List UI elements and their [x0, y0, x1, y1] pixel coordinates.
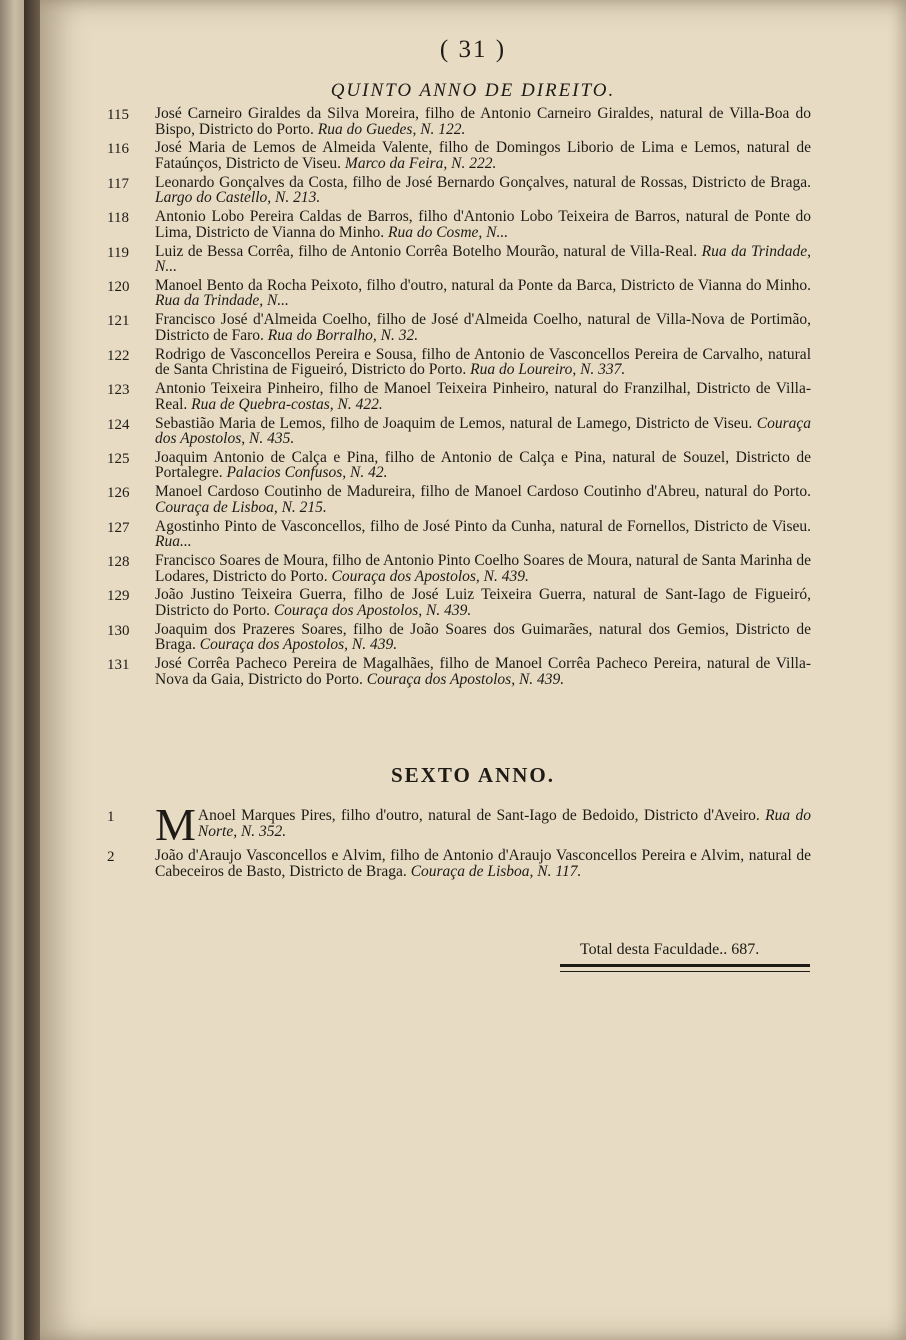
- list-item: [107, 105, 812, 140]
- entry-address: Rua de Quebra-costas, N. 422.: [191, 395, 383, 413]
- entry-text: [155, 799, 812, 850]
- entry-description: Antonio Teixeira Pinheiro, filho de Manoel Teixeira Pinheiro, natural do Franzilhal, Districto de Villa-Real.: [155, 380, 811, 413]
- entry-description: José Corrêa Pacheco Pereira de Magalhães, filho de Manoel Corrêa Pacheco Pereira, natural de Villa-Nova da Gaia, Districto do Porto.: [155, 655, 811, 688]
- student-list: [107, 105, 812, 691]
- entry-text: [155, 278, 811, 309]
- drop-cap: M: [155, 799, 196, 850]
- entry-text: [155, 416, 811, 447]
- entry-text: [155, 347, 811, 378]
- book-gutter: [24, 0, 40, 1340]
- list-item: [107, 414, 812, 450]
- entry-text: [155, 106, 811, 137]
- entry-description: Joaquim Antonio de Calça e Pina, filho de Antonio de Calça e Pina, natural de Souzel, Districto de Portalegre.: [155, 448, 811, 482]
- entry-text: [155, 381, 811, 412]
- entry-number: 124: [107, 416, 130, 433]
- list-item: [107, 552, 812, 587]
- entry-address: Couraça dos Apostolos, N. 439.: [199, 636, 398, 654]
- entry-description: Manoel Cardoso Coutinho de Madureira, filho de Manoel Cardoso Coutinho d'Abreu, natural do Porto.: [155, 483, 811, 501]
- entry-description: José Maria de Lemos de Almeida Valente, filho de Domingos Liborio de Lima e Lemos, natural de Fataúnços, Districto de Viseu.: [155, 139, 811, 172]
- entry-number: 126: [107, 485, 130, 502]
- entry-number: 2: [107, 849, 115, 865]
- entry-text: [155, 622, 811, 653]
- entry-number: 118: [107, 210, 129, 227]
- list-item: [107, 448, 812, 484]
- entry-text: [155, 848, 811, 879]
- list-item: [107, 620, 812, 656]
- entry-description: Antonio Lobo Pereira Caldas de Barros, filho d'Antonio Lobo Teixeira de Barros, natural de Ponte do Lima, Districto de Vianna do Minho.: [155, 208, 811, 241]
- list-item: [107, 847, 812, 888]
- entry-number: 131: [107, 657, 130, 674]
- entry-address: Rua do Loureiro, N. 337.: [470, 361, 626, 379]
- entry-text: [155, 519, 811, 550]
- entry-text: [155, 312, 811, 343]
- list-item: [107, 311, 812, 346]
- list-item: [107, 483, 812, 518]
- entry-address: Couraça dos Apostolos, N. 435.: [155, 414, 811, 448]
- facing-page-edge: [0, 0, 24, 1340]
- entry-number: 129: [107, 588, 130, 605]
- page-number: ( 31 ): [439, 36, 507, 63]
- entry-description: Francisco Soares de Moura, filho de Antonio Pinto Coelho Soares de Moura, natural de Santa Marinha de Lodares, Districto do Porto.: [155, 552, 811, 585]
- entry-text: [155, 244, 811, 275]
- entry-number: 119: [107, 244, 129, 261]
- entry-address: Couraça dos Apostolos, N. 439.: [331, 567, 529, 585]
- sexto-anno-heading: SEXTO ANNO.: [391, 763, 555, 787]
- list-item: [107, 380, 812, 415]
- entry-description: Rodrigo de Vasconcellos Pereira e Sousa, filho de Antonio de Vasconcellos Pereira de Carvalho, natural de Santa Christina de Figueiró, Districto do Porto.: [155, 345, 811, 379]
- entry-number: 130: [107, 622, 130, 639]
- entry-address: Rua do Cosme, N...: [387, 223, 509, 241]
- entry-address: Marco da Feira, N. 222.: [344, 154, 497, 172]
- entry-number: 116: [107, 141, 129, 158]
- entry-address: Rua...: [155, 533, 192, 551]
- list-item: [107, 517, 812, 553]
- entry-description: Sebastião Maria de Lemos, filho de Joaquim de Lemos, natural de Lamego, Districto de Viseu.: [155, 414, 757, 432]
- list-item: [107, 208, 812, 243]
- list-item: [107, 276, 812, 312]
- entry-address: Couraça de Lisboa, N. 117.: [410, 862, 582, 880]
- entry-number: 128: [107, 554, 130, 571]
- entry-text: [155, 175, 811, 206]
- entry-number: 127: [107, 519, 130, 536]
- list-item: [107, 139, 812, 174]
- list-item: [107, 173, 812, 209]
- entry-text: [155, 140, 811, 171]
- entry-description: Anoel Marques Pires, filho d'outro, natural de Sant-Iago de Bedoido, Districto d'Aveiro.: [197, 807, 766, 824]
- entry-description: Manoel Bento da Rocha Peixoto, filho d'outro, natural da Ponte da Barca, Districto de Vianna do Minho.: [155, 276, 811, 294]
- entry-number: 122: [107, 347, 130, 364]
- entry-description: João Justino Teixeira Guerra, filho de José Luiz Teixeira Guerra, natural de Sant-Iago de Figueiró, Districto do Porto.: [155, 586, 811, 619]
- sexto-student-list: [107, 799, 812, 888]
- entry-text: [155, 450, 811, 481]
- entry-address: Largo do Castello, N. 213.: [155, 189, 321, 207]
- entry-address: Couraça de Lisboa, N. 215.: [155, 498, 327, 516]
- entry-description: Agostinho Pinto de Vasconcellos, filho de José Pinto da Cunha, natural de Fornellos, Districto de Viseu.: [155, 517, 811, 535]
- list-item: [107, 586, 812, 621]
- entry-text: [155, 209, 811, 240]
- document-page: [40, 0, 906, 1340]
- entry-text: [155, 484, 811, 515]
- entry-number: 121: [107, 313, 130, 330]
- closing-rule: [560, 964, 810, 972]
- entry-address: Palacios Confusos, N. 42.: [226, 464, 388, 482]
- list-item: [107, 242, 812, 278]
- entry-text: [155, 587, 811, 618]
- list-item: [107, 655, 812, 690]
- entry-number: 115: [107, 107, 129, 123]
- entry-text: [155, 656, 811, 687]
- entry-text: [155, 553, 811, 584]
- entry-description: Joaquim dos Prazeres Soares, filho de João Soares dos Guimarães, natural dos Gemios, Districto de Braga.: [155, 620, 811, 654]
- faculty-total: Total desta Faculdade.. 687.: [580, 941, 760, 958]
- entry-description: Francisco José d'Almeida Coelho, filho de José d'Almeida Coelho, natural de Villa-Nova de Portimão, Districto de Faro.: [155, 311, 811, 344]
- section-heading: QUINTO ANNO DE DIREITO.: [330, 80, 616, 101]
- entry-number: 125: [107, 450, 130, 467]
- entry-address: Rua da Trindade, N...: [155, 242, 811, 276]
- entry-address: Rua do Guedes, N. 122.: [317, 120, 466, 138]
- entry-number: 120: [107, 278, 130, 295]
- entry-description: José Carneiro Giraldes da Silva Moreira, filho de Antonio Carneiro Giraldes, natural de Villa-Boa do Bispo, Districto do Porto.: [155, 105, 811, 138]
- entry-number: 1: [107, 809, 115, 825]
- entry-address: Couraça dos Apostolos, N. 439.: [273, 601, 472, 619]
- entry-description: Leonardo Gonçalves da Costa, filho de José Bernardo Gonçalves, natural de Rossas, Districto de Braga.: [155, 173, 811, 191]
- entry-number: 117: [107, 175, 129, 192]
- entry-number: 123: [107, 382, 130, 399]
- entry-address: Couraça dos Apostolos, N. 439.: [366, 670, 565, 688]
- entry-address: Rua do Borralho, N. 32.: [267, 326, 419, 344]
- list-item: [107, 799, 812, 850]
- entry-address: Rua do Norte, N. 352.: [197, 807, 812, 840]
- list-item: [107, 345, 812, 381]
- entry-address: Rua da Trindade, N...: [155, 292, 289, 310]
- entry-description: João d'Araujo Vasconcellos e Alvim, filho de Antonio d'Araujo Vasconcellos Pereira e Alvim, natural de Cabeceiros de Basto, Districto de Braga.: [155, 847, 811, 880]
- entry-description: Luiz de Bessa Corrêa, filho de Antonio Corrêa Botelho Mourão, natural de Villa-Real.: [155, 242, 702, 260]
